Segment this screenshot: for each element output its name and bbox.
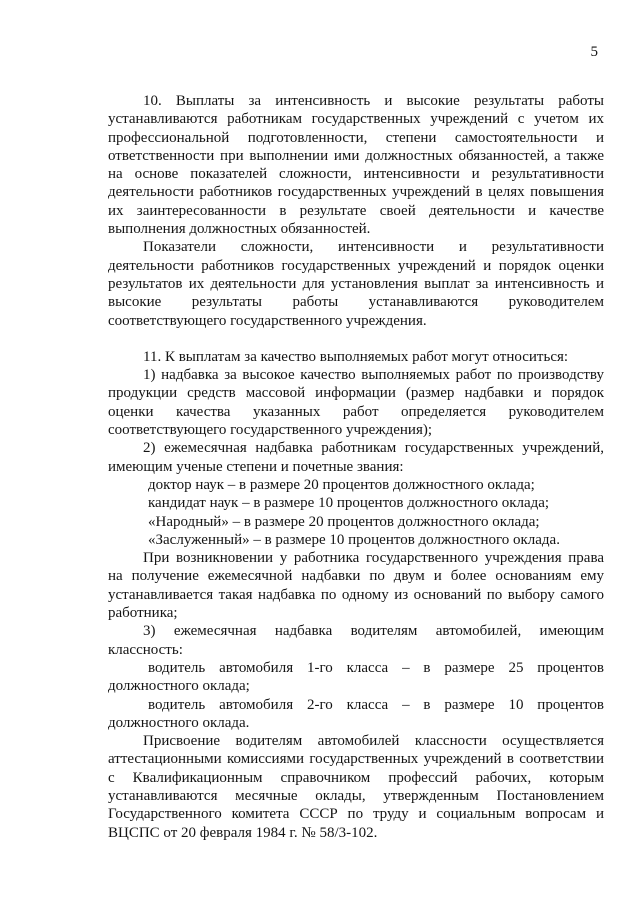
rate-zasluzhenny: «Заслуженный» – в размере 10 процентов должностного оклада. [148, 531, 560, 548]
rate-doctor: доктор наук – в размере 20 процентов должностного оклада; [148, 476, 535, 493]
list-item-1: 1) надбавка за высокое качество выполняемых работ по производству продукции средств массовой информации (размер надбавки и порядок оценки качества указанных работ определяется руководителем соответствующего государственного учреждения); [108, 367, 604, 439]
driver-class-2: водитель автомобиля 2-го класса – в размере 10 процентов должностного оклада. [108, 696, 604, 731]
paragraph-multiple-grounds: При возникновении у работника государственного учреждения права на получение ежемесячной надбавки по двум и более основаниям ему устанавливается такая надбавка по одному из оснований по выбору самого работника; [108, 550, 604, 622]
paragraph-11: 11. К выплатам за качество выполняемых работ могут относиться: [143, 348, 569, 365]
list-item-2: 2) ежемесячная надбавка работникам государственных учреждений, имеющим ученые степени и почетные звания: [108, 440, 604, 475]
driver-class-1: водитель автомобиля 1-го класса – в размере 25 процентов должностного оклада; [108, 659, 604, 695]
rate-narodny: «Народный» – в размере 20 процентов должностного оклада; [148, 513, 540, 530]
rate-candidate: кандидат наук – в размере 10 процентов должностного оклада; [148, 495, 550, 512]
page-number: 5 [590, 44, 598, 60]
paragraph-classification: Присвоение водителям автомобилей классности осуществляется аттестационными комиссиями государственных учреждений в соответствии с Квалификационным справочником профессий рабочих, которым устанавливаются месячные оклады, утвержденным Постановлением Государственного комитета СССР по труду и социальным вопросам и ВЦСПС от 20 февраля 1984 г. № 58/3-102. [108, 733, 604, 841]
list-item-3: 3) ежемесячная надбавка водителям автомобилей, имеющим классность: [108, 623, 604, 658]
document-body [108, 92, 604, 842]
paragraph-indicators: Показатели сложности, интенсивности и результативности деятельности работников государственных учреждений и порядок оценки результатов их деятельности для установления выплат за интенсивность и высокие результаты работы устанавливаются руководителем соответствующего государственного учреждения. [108, 239, 604, 329]
paragraph-10: 10. Выплаты за интенсивность и высокие результаты работы устанавливаются работникам государственных учреждений с учетом их профессиональной подготовленности, степени самостоятельности и ответственности при выполнении ими должностных обязанностей, а также на основе показателей сложности, интенсивности и результативности деятельности работников государственных учреждений в целях повышения их заинтересованности в результате своей деятельности и качестве выполнения должностных обязанностей. [108, 93, 604, 238]
